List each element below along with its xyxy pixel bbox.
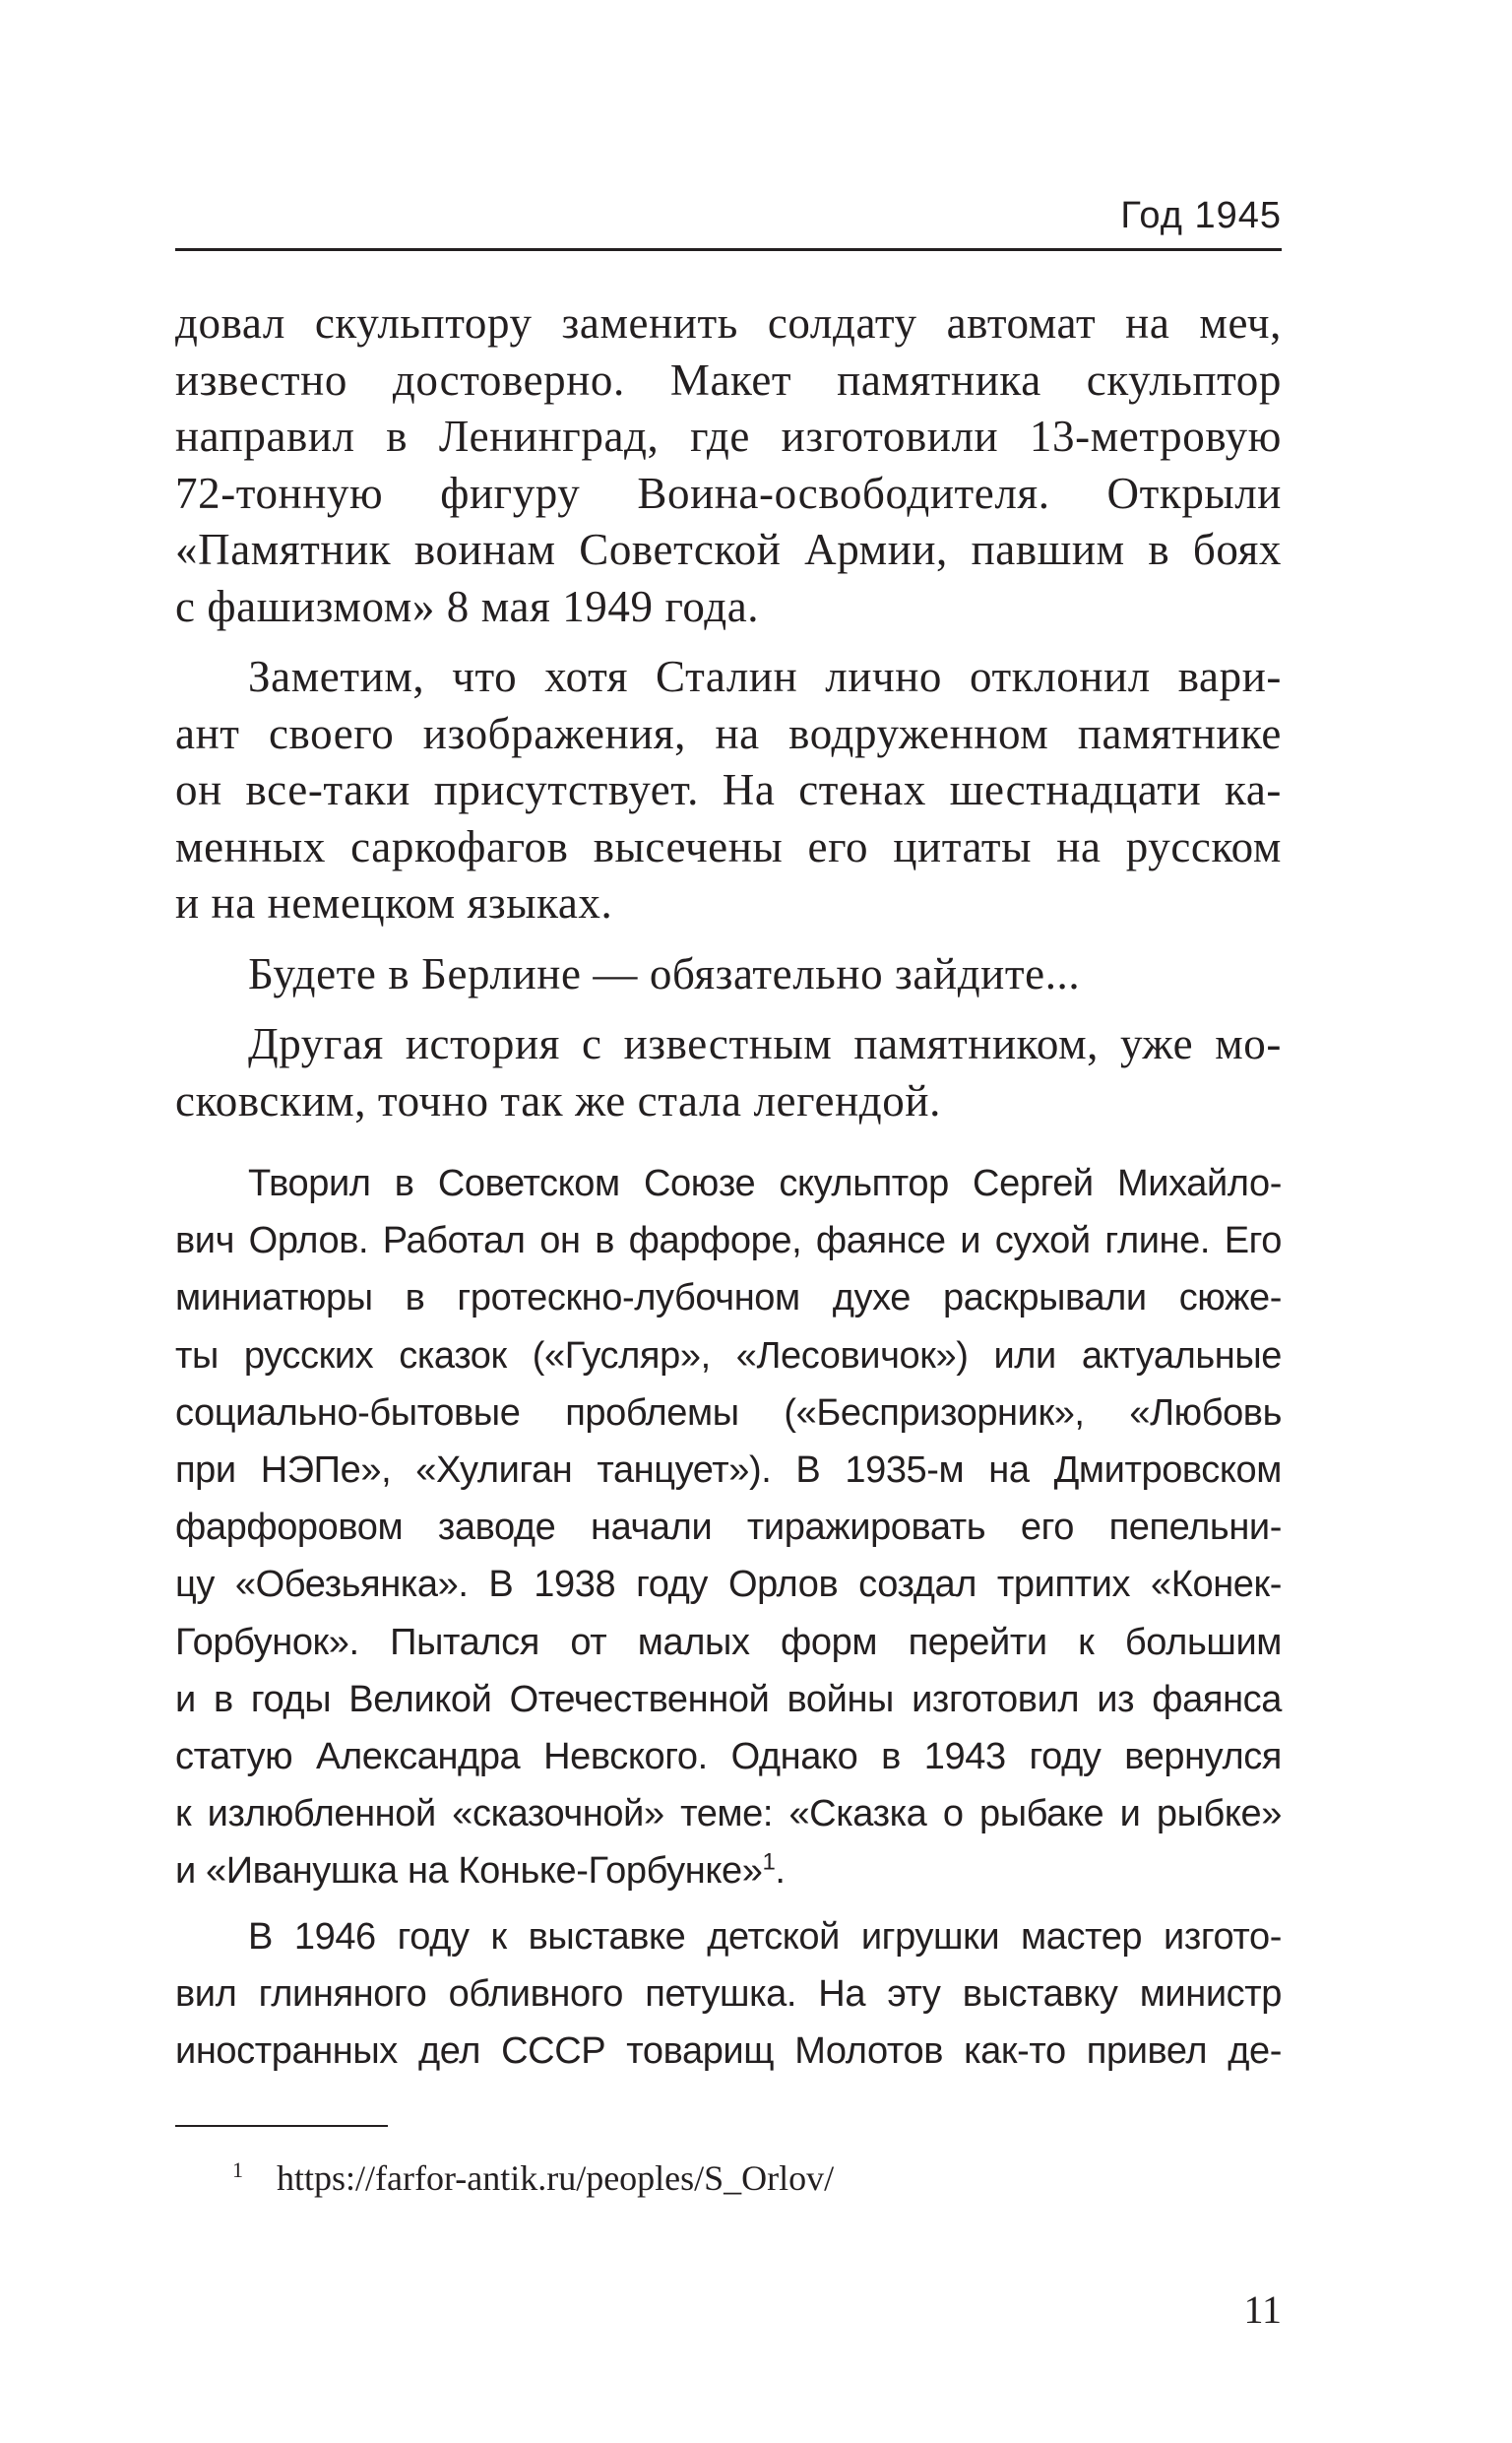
page-number: 11: [1243, 2287, 1282, 2332]
text-line: [175, 1842, 1282, 1899]
paragraph: [175, 295, 1282, 635]
text-line: сковским, точно так же стала легендой.: [175, 1075, 941, 1125]
text-line: довал скульптору заменить солдату автомат на меч,: [175, 298, 1282, 348]
text-line: 72-тонную фигуру Воина-освободителя. Открыли: [175, 468, 1282, 518]
text-line: Горбунок». Пытался от малых форм перейти к большим: [175, 1621, 1282, 1663]
main-text-serif: [175, 295, 1282, 1129]
text-line: ант своего изображения, на водруженном памятнике: [175, 708, 1282, 758]
text-line: и на немецком языках.: [175, 878, 613, 928]
text-line: направил в Ленинград, где изготовили 13-метровую: [175, 412, 1282, 461]
text-line: миниатюры в гротескно-лубочном духе раскрывали сюже-: [175, 1277, 1282, 1319]
text-line: Заметим, что хотя Сталин лично отклонил вари-: [248, 652, 1282, 701]
text-line: «Памятник воинам Советской Армии, павшим в боях: [175, 525, 1282, 574]
footnote-link[interactable]: https://farfor-antik.ru/peoples/S_Orlov/: [277, 2158, 835, 2198]
text-line: Творил в Советском Союзе скульптор Сергей Михайло-: [248, 1163, 1282, 1204]
sentence-end: .: [775, 1850, 786, 1893]
text-line: цу «Обезьянка». В 1938 году Орлов создал триптих «Конек-: [175, 1564, 1282, 1606]
footnote-number: 1: [232, 2157, 243, 2182]
text-line: социально-бытовые проблемы («Беспризорник», «Любовь: [175, 1391, 1282, 1434]
paragraph: [175, 1155, 1282, 1900]
text-line: менных саркофагов высечены его цитаты на русском: [175, 821, 1282, 871]
text-line: он все-таки присутствует. На стенах шестнадцати ка-: [175, 765, 1282, 814]
text-line: вил глиняного обливного петушка. На эту выставку министр: [175, 1972, 1282, 2015]
footnote-reference[interactable]: 1: [762, 1848, 776, 1876]
text-line: статую Александра Невского. Однако в 1943 году вернулся: [175, 1736, 1282, 1778]
running-head-title: Год 1945: [1120, 195, 1282, 236]
text-line: Будете в Берлине — обязательно зайдите...: [248, 948, 1081, 998]
paragraph: [175, 1016, 1282, 1129]
text-line: к излюбленной «сказочной» теме: «Сказка о рыбаке и рыбке»: [175, 1793, 1282, 1835]
text-line: иностранных дел СССР товарищ Молотов как-то привел де-: [175, 2030, 1282, 2073]
running-head: [175, 185, 1282, 251]
main-text-sans: [175, 1155, 1282, 2080]
footnote-divider: [175, 2125, 388, 2127]
text-line: Другая история с известным памятником, уже мо-: [248, 1019, 1282, 1068]
text-line: ты русских сказок («Гусляр», «Лесовичок») или актуальные: [175, 1334, 1282, 1377]
text-line: известно достоверно. Макет памятника скульптор: [175, 354, 1282, 405]
text-line: при НЭПе», «Хулиган танцует»). В 1935-м на Дмитровском: [175, 1449, 1282, 1492]
paragraph: [175, 1908, 1282, 2081]
text-line: вич Орлов. Работал он в фарфоре, фаянсе и сухой глине. Его: [175, 1220, 1282, 1262]
text-line: с фашизмом» 8 мая 1949 года.: [175, 581, 760, 631]
text-line-content: и «Иванушка на Коньке-Горбунке»: [175, 1850, 763, 1893]
text-line: В 1946 году к выставке детской игрушки мастер изгото-: [248, 1915, 1282, 1958]
footnote: [232, 2156, 1282, 2200]
paragraph: [175, 649, 1282, 932]
text-line: фарфоровом заводе начали тиражировать его пепельни-: [175, 1507, 1282, 1549]
text-line: и в годы Великой Отечественной войны изготовил из фаянса: [175, 1678, 1282, 1720]
paragraph: [175, 946, 1282, 1003]
